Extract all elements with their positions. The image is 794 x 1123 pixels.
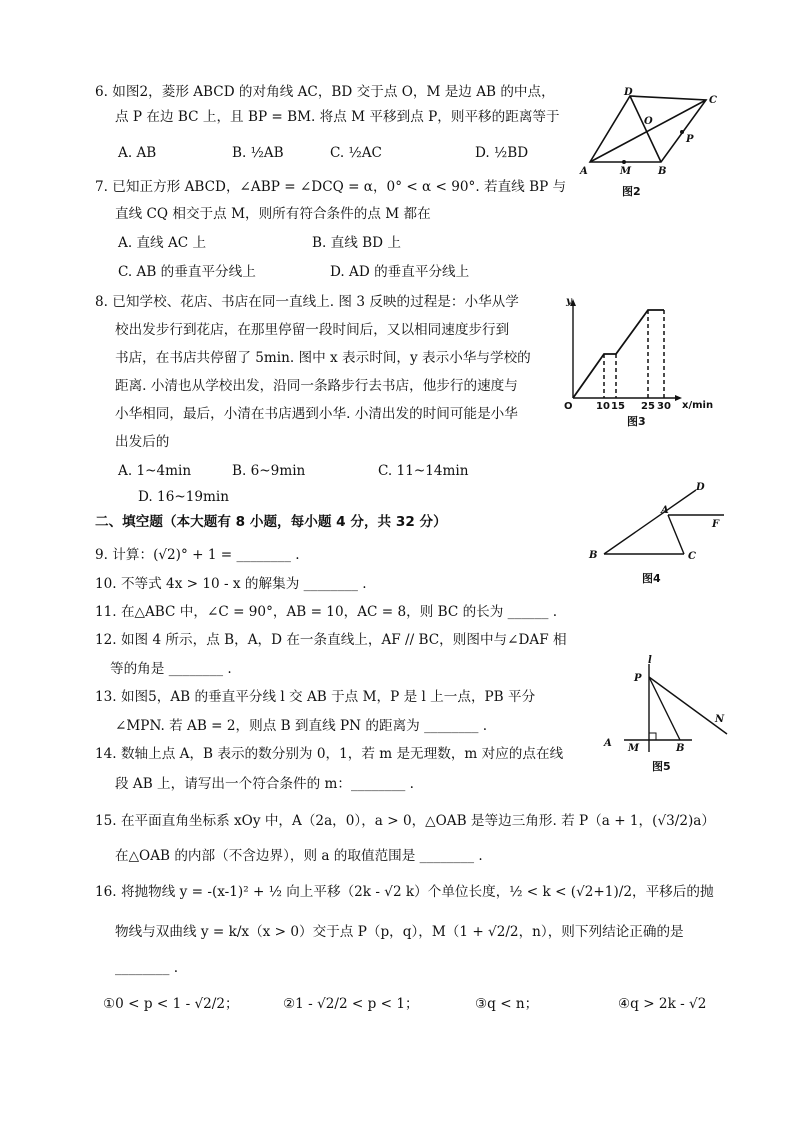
label-f: F: [712, 519, 720, 530]
q16-option-2: ②1 - √2/2 < p < 1；: [283, 996, 419, 1012]
q9-line: 9. 计算：(√2)° + 1 = ________ .: [95, 547, 300, 563]
q7-line-1: 7. 已知正方形 ABCD，∠ABP = ∠DCQ = α，0° < α < 90°. 若直线 BP 与: [95, 179, 567, 195]
label-d: D: [624, 87, 633, 98]
q12-line-1: 12. 如图 4 所示，点 B，A，D 在一条直线上，AF // BC，则图中与∠DAF 相: [95, 632, 567, 648]
figure-4: [584, 478, 734, 568]
y-axis-label: y: [566, 296, 572, 307]
q16-line-1: 16. 将抛物线 y = -(x-1)² + ½ 向上平移（2k - √2 k）个单位长度，½ < k < (√2+1)/2，平移后的抛: [95, 884, 714, 900]
q16-option-3: ③q < n；: [475, 996, 539, 1012]
q10-line: 10. 不等式 4x > 10 - x 的解集为 ________ .: [95, 576, 367, 592]
figure-2: [576, 84, 726, 184]
segment-pb: [649, 677, 680, 740]
q8-line-1: 8. 已知学校、花店、书店在同一直线上. 图 3 反映的过程是：小华从学: [95, 294, 519, 310]
q8-line-6: 出发后的: [115, 434, 170, 450]
q7-option-a: A. 直线 AC 上: [118, 235, 207, 251]
q8-line-5: 小华相同，最后，小清在书店遇到小华. 小清出发的时间可能是小华: [115, 406, 518, 422]
q16-line-2: 物线与双曲线 y = k/x（x > 0）交于点 P（p，q），M（1 + √2/2，n），则下列结论正确的是: [115, 924, 684, 940]
diagonal-ac: [590, 100, 706, 162]
q7-option-c: C. AB 的垂直平分线上: [118, 264, 256, 280]
q11-line: 11. 在△ABC 中，∠C = 90°，AB = 10，AC = 8，则 BC 的长为 ______ .: [95, 604, 558, 620]
q13-line-2: ∠MPN. 若 AB = 2，则点 B 到直线 PN 的距离为 ________ .: [115, 718, 488, 734]
q16-line-3: ________ .: [115, 960, 179, 976]
q8-option-d: D. 16~19min: [138, 489, 230, 505]
label-b: B: [676, 743, 685, 754]
label-a: A: [661, 505, 669, 516]
figure-5-caption: 图5: [652, 760, 671, 773]
figure-4-caption: 图4: [642, 572, 661, 585]
q16-option-4: ④q > 2k - √2: [618, 996, 707, 1012]
label-c: C: [688, 551, 696, 562]
figure-2-caption: 图2: [622, 185, 641, 198]
label-b: B: [589, 550, 598, 561]
q7-option-d: D. AD 的垂直平分线上: [330, 264, 470, 280]
q7-line-2: 直线 CQ 相交于点 M，则所有符合条件的点 M 都在: [115, 206, 431, 222]
q8-option-a: A. 1~4min: [118, 463, 192, 479]
x-axis-arrow: [675, 395, 682, 401]
label-l: l: [648, 655, 652, 666]
tick-10: 10: [596, 401, 610, 412]
point-m: [622, 160, 626, 164]
label-a: A: [604, 738, 612, 749]
tick-15: 15: [611, 401, 625, 412]
q7-option-b: B. 直线 BD 上: [312, 235, 401, 251]
q15-line-1: 15. 在平面直角坐标系 xOy 中，A（2a，0），a > 0，△OAB 是等边三角形. 若 P（a + 1，(√3/2)a）: [95, 813, 715, 829]
q12-line-2: 等的角是 ________ .: [110, 661, 232, 677]
label-p: P: [686, 134, 694, 145]
q6-line-1: 6. 如图2，菱形 ABCD 的对角线 AC，BD 交于点 O，M 是边 AB 的中点，: [95, 84, 555, 100]
q8-line-3: 书店，在书店共停留了 5min. 图中 x 表示时间，y 表示小华与学校的: [115, 350, 531, 366]
figure-5: [596, 650, 736, 758]
figure-3-caption: 图3: [627, 415, 646, 428]
tick-25: 25: [641, 401, 655, 412]
line-bd: [604, 490, 696, 554]
segment-ac: [668, 515, 684, 554]
label-d: D: [696, 482, 705, 493]
q6-option-b: B. ½AB: [232, 145, 284, 161]
label-p: P: [634, 673, 642, 684]
q6-option-c: C. ½AC: [330, 145, 382, 161]
section-heading: 二、填空题（本大题有 8 小题，每小题 4 分，共 32 分）: [95, 514, 447, 530]
label-a: A: [580, 166, 588, 177]
q8-line-2: 校出发步行到花店，在那里停留一段时间后，又以相同速度步行到: [115, 322, 510, 338]
q8-option-b: B. 6~9min: [232, 463, 306, 479]
q6-line-2: 点 P 在边 BC 上，且 BP = BM. 将点 M 平移到点 P，则平移的距离等于: [115, 109, 560, 125]
label-m: M: [620, 166, 632, 177]
journey-line: [573, 310, 664, 398]
label-o: O: [644, 116, 653, 127]
q6-option-a: A. AB: [118, 145, 157, 161]
q13-line-1: 13. 如图5，AB 的垂直平分线 l 交 AB 于点 M，P 是 l 上一点，PB 平分: [95, 689, 536, 705]
ray-pn: [649, 677, 727, 734]
right-angle-mark: [649, 733, 656, 740]
tick-30: 30: [657, 401, 671, 412]
label-n: N: [715, 714, 725, 725]
origin-label: O: [564, 401, 573, 412]
q14-line-2: 段 AB 上，请写出一个符合条件的 m：________ .: [115, 776, 414, 792]
diagonal-bd: [630, 96, 661, 162]
label-b: B: [658, 166, 667, 177]
x-axis-label: x/min: [682, 400, 714, 411]
point-p: [680, 130, 684, 134]
q8-line-4: 距离. 小清也从学校出发，沿同一条路步行去书店，他步行的速度与: [115, 378, 518, 394]
q15-line-2: 在△OAB 的内部（不含边界），则 a 的取值范围是 ________ .: [115, 848, 483, 864]
q8-option-c: C. 11~14min: [378, 463, 469, 479]
q16-option-1: ①0 < p < 1 - √2/2；: [103, 996, 239, 1012]
label-m: M: [628, 743, 640, 754]
q14-line-1: 14. 数轴上点 A，B 表示的数分别为 0，1，若 m 是无理数，m 对应的点在线: [95, 746, 564, 762]
q6-option-d: D. ½BD: [475, 145, 529, 161]
label-c: C: [709, 95, 717, 106]
figure-3: [560, 292, 720, 417]
